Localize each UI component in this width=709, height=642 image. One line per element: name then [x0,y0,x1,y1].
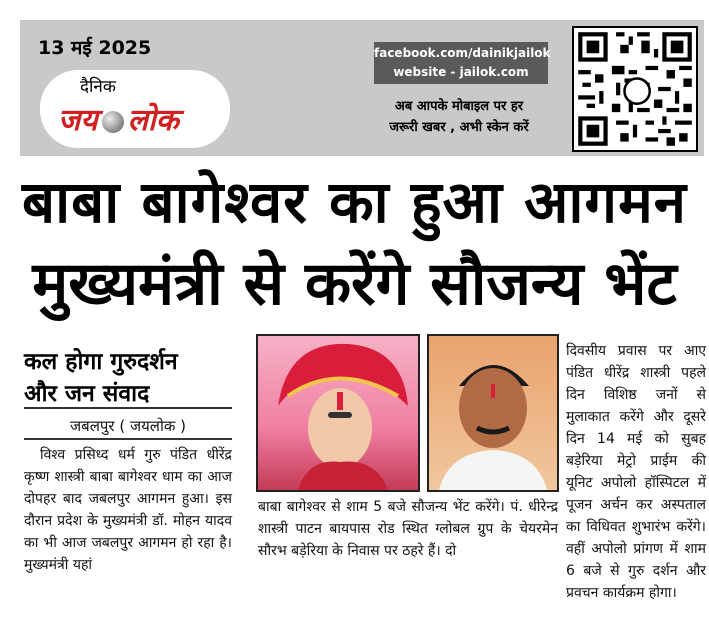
photo-chief-minister [427,334,559,492]
divider-rule [24,438,232,440]
masthead [20,20,704,156]
photo-bageshwar-baba [256,334,420,492]
subheading-line2: और जन संवाद [24,381,150,407]
divider-rule [24,407,232,409]
issue-date: 13 मई 2025 [38,37,152,59]
facebook-link[interactable]: facebook.com/dainikjailok [374,46,551,60]
dateline: जबलपुर ( जयलोक ) [70,417,186,435]
scan-prompt-line1: अब आपके मोबाइल पर हर [394,99,524,114]
main-headline: बाबा बागेश्वर का हुआ आगमन [22,168,687,236]
website-link[interactable]: website - jailok.com [393,65,529,79]
qr-code-icon[interactable] [572,26,698,152]
newspaper-logo [40,70,230,148]
article-column-2: बाबा बागेश्वर से शाम 5 बजे सौजन्य भेंट करेंगे। पं. धीरेन्द्र शास्त्री पाटन बायपास रोड स्थित ग्लोबल ग्रुप के चेयरमेन सौरभ बड़ेरिया के निवास पर ठहरे हैं। दो [258,499,558,559]
scan-prompt [364,96,554,138]
social-links-box [374,42,551,84]
article-column-3: दिवसीय प्रवास पर आए पंडित धीरेंद्र शास्त्री पहले दिन विशिष्ठ जनों से मुलाकात करेंगे और दूसरे दिन 14 मई को सुबह बड़ेरिया मेट्रो प्राईम की यूनिट अपोलो हॉस्पिटल में पूजन अर्चन कर अस्पताल का विधिवत शुभारंभ करेंगे। वहीं अपोलो प्रांगण में शाम 6 बजे से गुरु दर्शन और प्रवचन कार्यक्रम होगा। [566,343,706,601]
article-column-1: विश्व प्रसिध्द धर्म गुरु पंडित धीरेंद्र कृष्ण शास्त्री बाबा बागेश्वर धाम का आज दोपहर बाद जबलपुर आगमन हुआ। इस दौरान प्रदेश के मुख्यमंत्री डॉ. मोहन यादव का भी आज जबलपुर आगमन हो रहा है। मुख्यमंत्री यहां [24,447,232,573]
second-headline: मुख्यमंत्री से करेंगे सौजन्य भेंट [32,249,677,319]
scan-prompt-line2: जरूरी खबर , अभी स्केन करें [389,120,529,135]
logo-word-left: जय [58,103,98,138]
subheading-line1: कल होगा गुरुदर्शन [24,349,178,375]
globe-icon [102,111,124,133]
logo-word-right: लोक [127,103,179,138]
logo-small-text: दैनिक [80,77,116,97]
